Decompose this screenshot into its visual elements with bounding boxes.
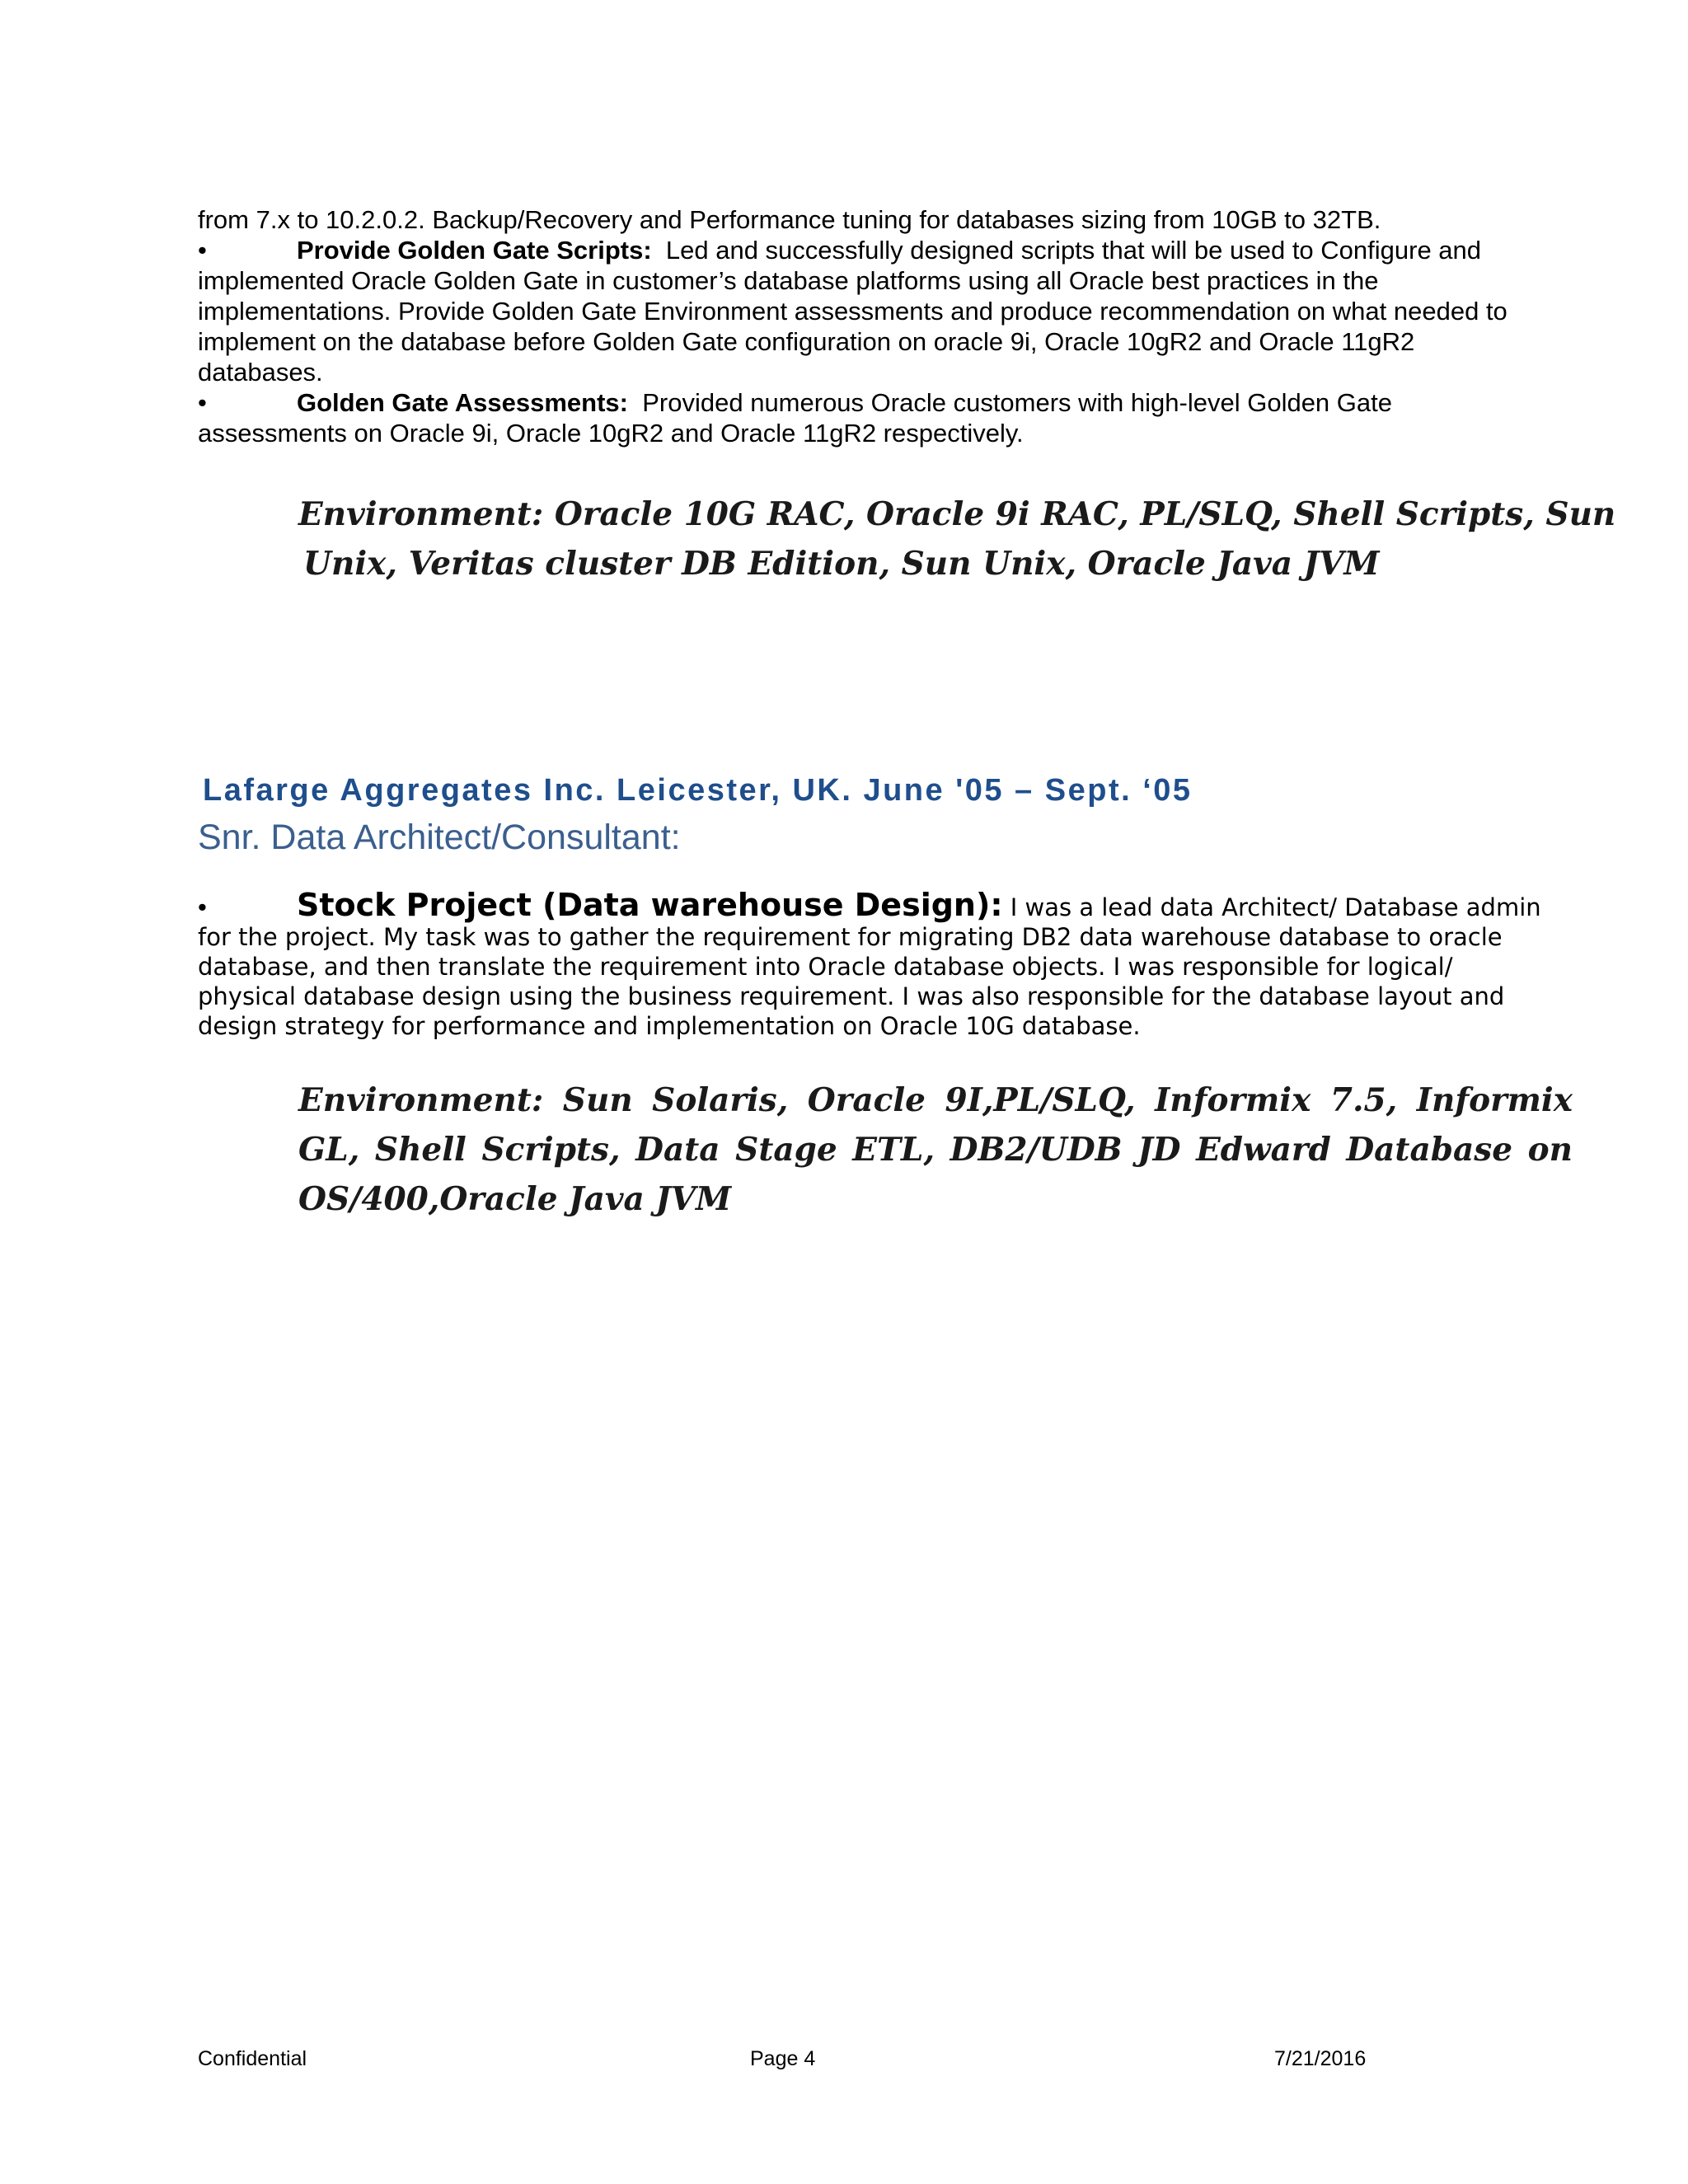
environment-section-2: Environment: Sun Solaris, Oracle 9I,PL/SLQ, Informix 7.5, Informix GL, Shell Scripts, Data Stage ETL, DB2/UDB JD Edward Database on OS/400,Oracle Java JVM (298, 1081, 1573, 1218)
bullet-lead: Golden Gate Assessments: (297, 388, 628, 417)
section-stock-project (198, 887, 1541, 1041)
role-title: Snr. Data Architect/Consultant: (198, 818, 681, 857)
bullet-symbol: • (198, 893, 207, 921)
bullet-text: I was a lead data Architect/ Database admin for the project. My task was to gather the requirement for migrating DB2 data warehouse database to oracle database, and then translate the requirement into Oracle database objects. I was responsible for logical/ physical database design using the business requirement. I was also responsible for the database layout and design strategy for performance and implementation on Oracle 10G database. (198, 893, 1541, 1040)
footer-confidential: Confidential (198, 2047, 307, 2070)
footer-page-number: Page 4 (750, 2047, 816, 2070)
bullet-golden-gate-scripts (198, 235, 1533, 387)
bullet-lead: Stock Project (Data warehouse Design): (297, 887, 1003, 923)
bullet-lead: Provide Golden Gate Scripts: (297, 236, 652, 265)
company-heading: Lafarge Aggregates Inc. Leicester, UK. June '05 – Sept. ‘05 (203, 773, 1193, 808)
environment-line-2: Unix, Veritas cluster DB Edition, Sun Unix, Oracle Java JVM (303, 545, 1380, 583)
bullet-symbol: • (198, 236, 207, 265)
section-golden-gate (198, 204, 1533, 448)
bullet-golden-gate-assessments (198, 387, 1533, 448)
bullet-text: Provided numerous Oracle customers with high-level Golden Gate assessments on Oracle 9i, Oracle 10gR2 and Oracle 11gR2 respectively. (198, 388, 1392, 448)
footer-date: 7/21/2016 (1274, 2047, 1367, 2070)
bullet-text: Led and successfully designed scripts that will be used to Configure and implemented Oracle Golden Gate in customer’s database platforms using all Oracle best practices in the implementations. Provide Golden Gate Environment assessments and produce recommendation on what needed to implement on the database before Golden Gate configuration on oracle 9i, Oracle 10gR2 and Oracle 11gR2 databases. (198, 236, 1507, 387)
environment-section-1 (298, 490, 1616, 588)
bullet-stock-project (198, 887, 1541, 1041)
environment-line-1: Environment: Oracle 10G RAC, Oracle 9i RAC, PL/SLQ, Shell Scripts, Sun (298, 495, 1616, 533)
continuation-paragraph: from 7.x to 10.2.0.2. Backup/Recovery and Performance tuning for databases sizing from 10GB to 32TB. (198, 205, 1381, 234)
bullet-symbol: • (198, 388, 207, 417)
